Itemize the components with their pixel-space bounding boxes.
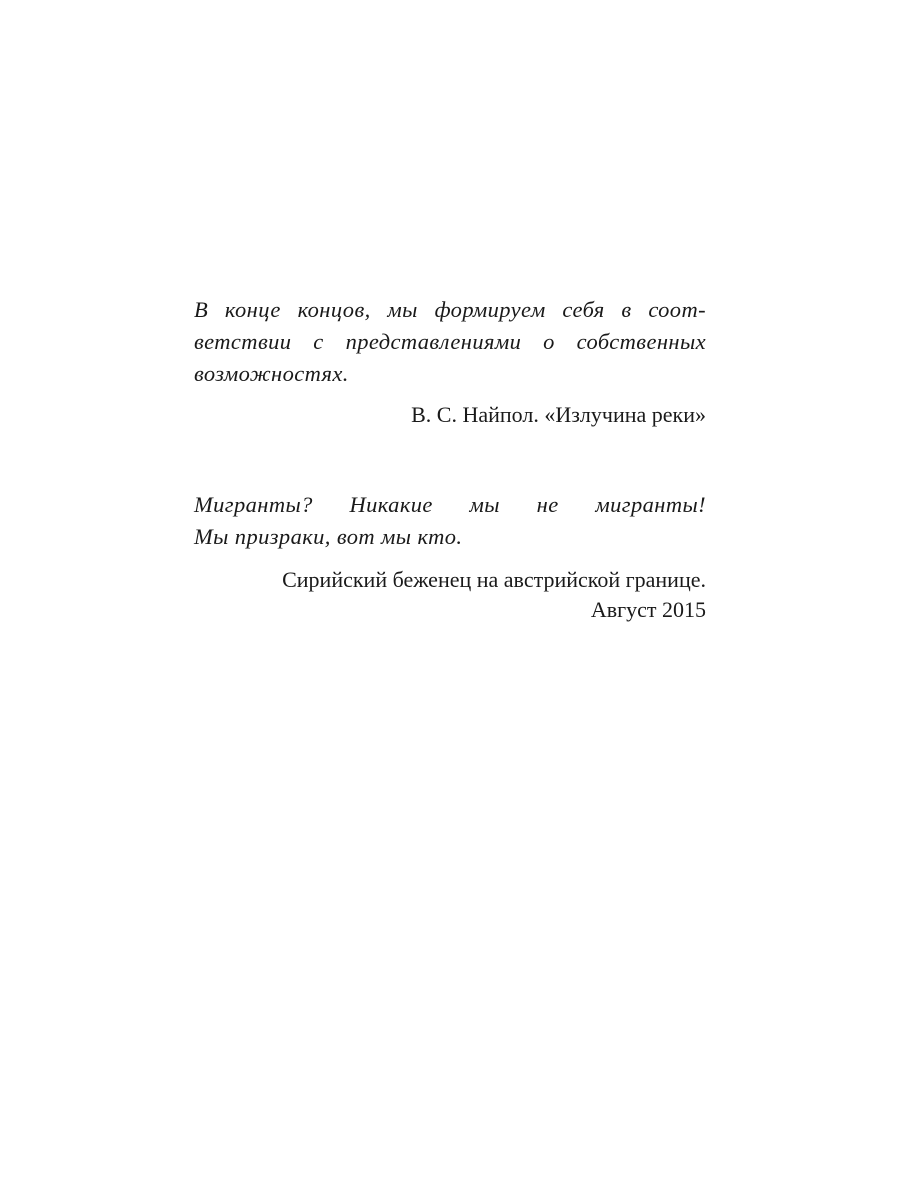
epigraph-attribution: В. С. Найпол. «Излучина реки»: [411, 402, 706, 427]
epigraph-refugee: [194, 489, 706, 625]
epigraph-attribution: Сирийский беженец на австрийской границе.: [282, 567, 706, 592]
epigraph-naipaul: [194, 294, 706, 430]
epigraph-quote-line: В конце концов, мы формируем себя в соот-: [194, 297, 706, 322]
epigraph-quote-line: Мы призраки, вот мы кто.: [194, 524, 463, 549]
epigraph-quote-line: Мигранты? Никакие мы не мигранты!: [194, 492, 706, 517]
epigraph-quote-line: возможностях.: [194, 361, 349, 386]
epigraph-quote-line: ветствии с представлениями о собственных: [194, 329, 706, 354]
epigraph-attribution-date: Август 2015: [590, 597, 706, 622]
